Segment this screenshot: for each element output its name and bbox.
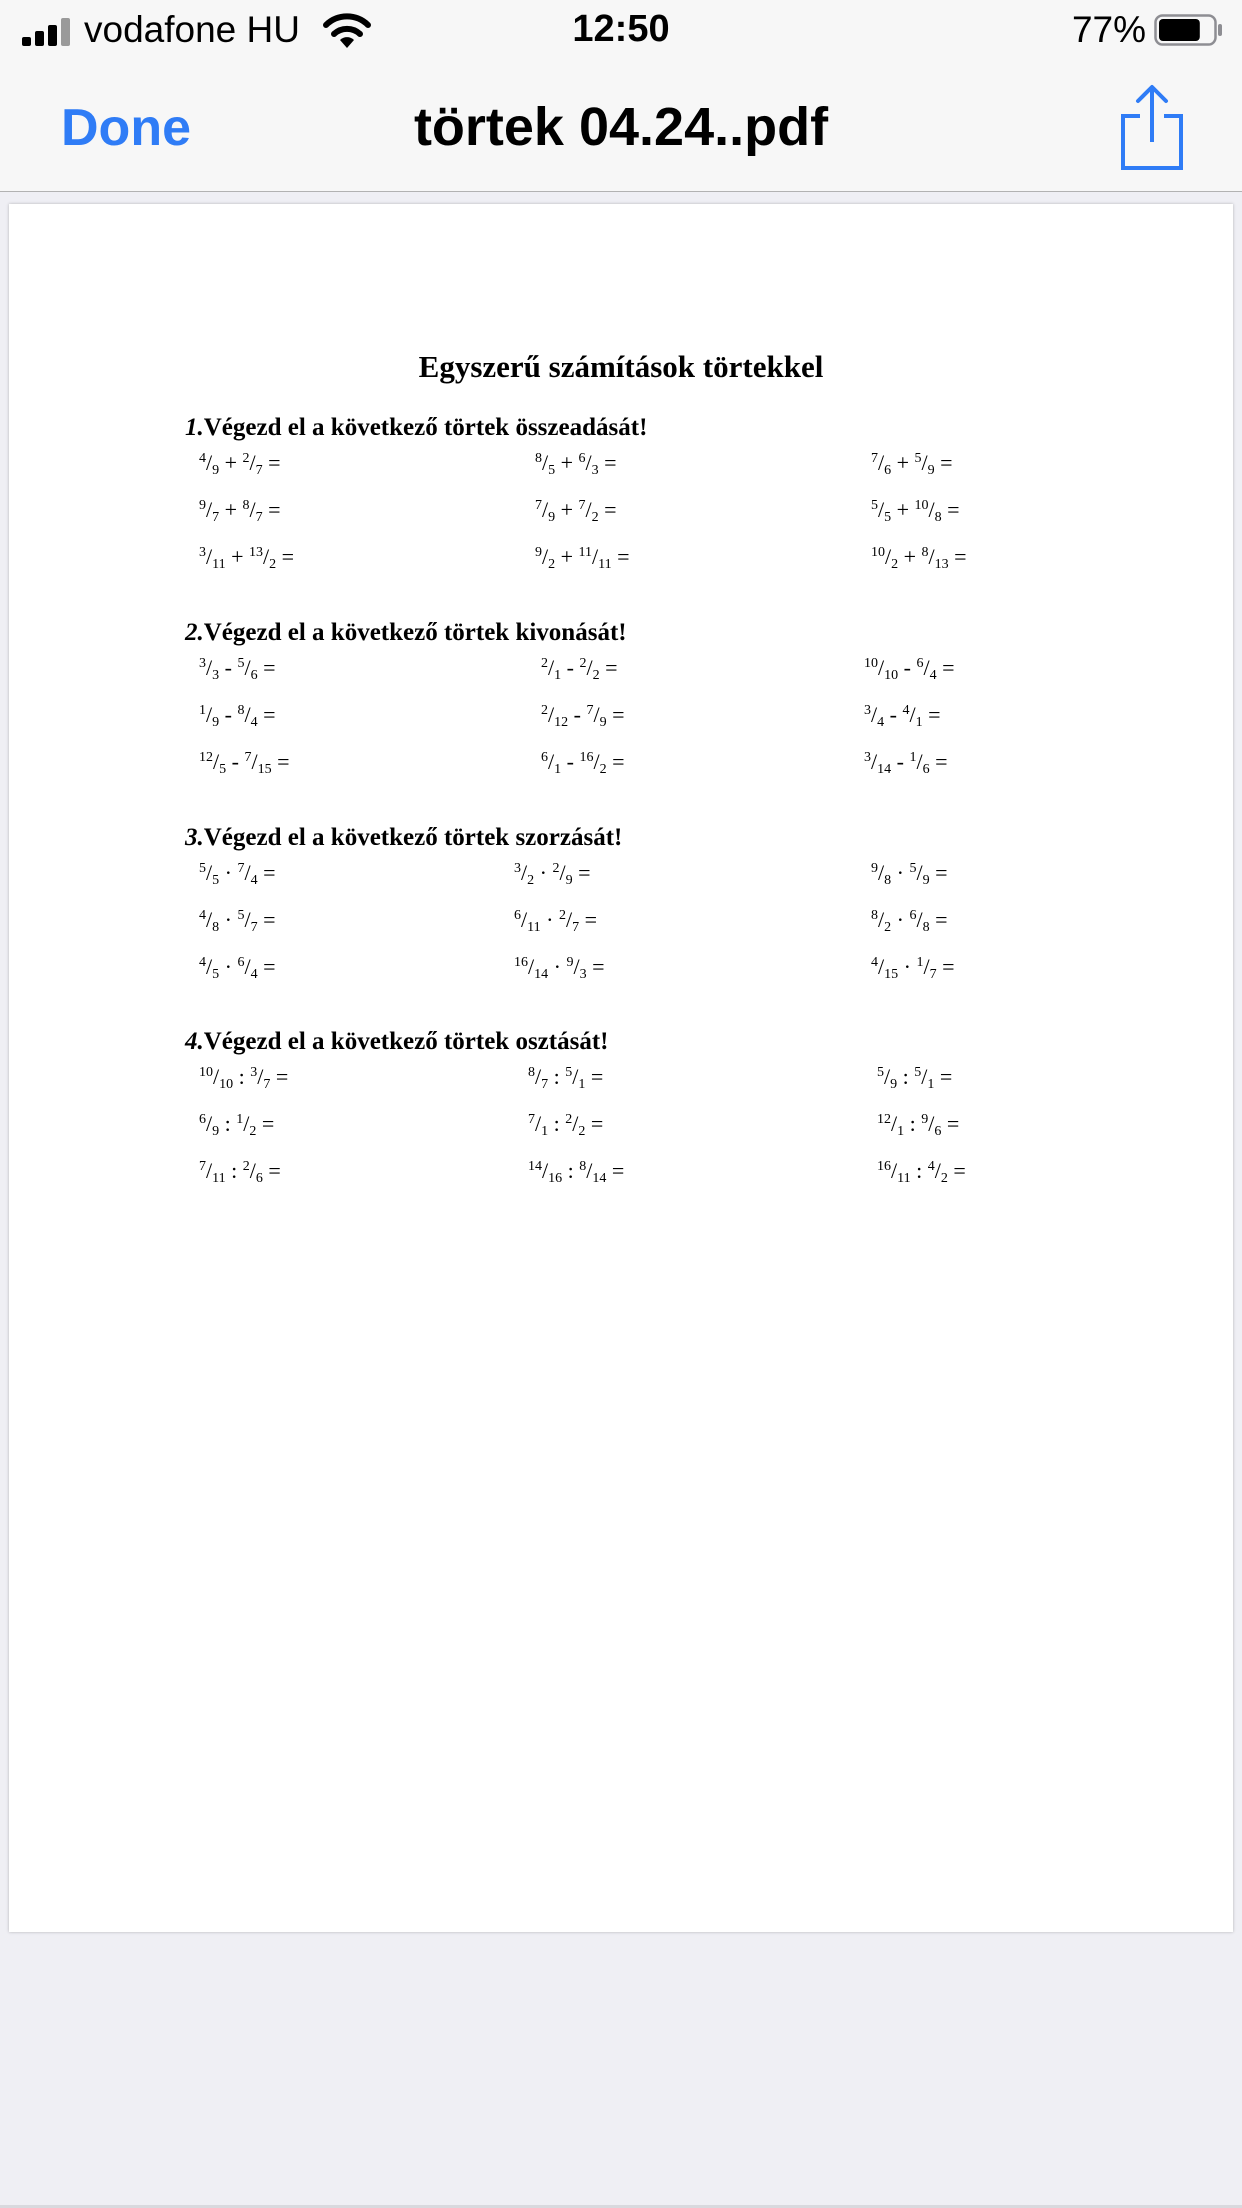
fraction: $^3/_{11}$ (199, 544, 226, 572)
fraction-exercise (871, 450, 953, 479)
equals-sign: = (606, 1158, 625, 1183)
exercise-heading (185, 824, 1185, 864)
fraction-exercise (199, 655, 276, 684)
fraction: $^9/_6$ (921, 1111, 942, 1139)
fraction-exercise (541, 655, 618, 684)
fraction-exercise (199, 450, 281, 479)
fraction: $^9/_2$ (535, 544, 556, 572)
exercise-instruction: Végezd el a következő törtek szorzását! (203, 824, 623, 851)
fraction: $^{16}/_{11}$ (877, 1158, 911, 1186)
fraction: $^4/_8$ (199, 907, 220, 935)
operator: - (884, 702, 903, 727)
fraction-exercise (871, 954, 955, 983)
fraction-exercise (199, 860, 276, 889)
fraction-exercise (528, 1158, 624, 1187)
operator: : (897, 1064, 915, 1089)
operator: + (555, 450, 579, 475)
fraction: $^3/_4$ (864, 702, 885, 730)
equals-sign: = (585, 1111, 604, 1136)
equals-sign: = (262, 450, 281, 475)
fraction: $^2/_7$ (558, 907, 580, 935)
fraction: $^2/_2$ (565, 1111, 586, 1139)
exercise-number: 1. (185, 414, 204, 441)
equals-sign: = (271, 749, 290, 774)
equals-sign: = (934, 1064, 953, 1089)
fraction: $^5/_5$ (199, 860, 220, 888)
fraction-exercise (535, 497, 617, 526)
fraction: $^8/_{13}$ (921, 544, 949, 572)
operator: : (910, 1158, 928, 1183)
operator: + (891, 450, 915, 475)
equals-sign: = (934, 450, 953, 475)
fraction: $^5/_1$ (565, 1064, 586, 1092)
fraction: $^3/_{14}$ (864, 749, 892, 777)
fraction: $^8/_5$ (535, 450, 556, 478)
fraction-exercise (871, 860, 948, 889)
fraction: $^4/_1$ (902, 702, 923, 730)
operator: + (219, 497, 243, 522)
fraction: $^5/_6$ (237, 655, 258, 683)
operator: · (540, 907, 559, 932)
fraction: $^2/_{12}$ (541, 702, 569, 730)
fraction: $^7/_6$ (871, 450, 892, 478)
fraction: $^{12}/_5$ (199, 749, 227, 777)
fraction: $^3/_7$ (250, 1064, 271, 1092)
equals-sign: = (929, 907, 948, 932)
fraction: $^3/_2$ (514, 860, 535, 888)
fraction: $^3/_3$ (199, 655, 220, 683)
pdf-heading: Egyszerű számítások törtekkel (418, 349, 824, 384)
fraction: $^5/_9$ (877, 1064, 898, 1092)
equals-sign: = (579, 907, 597, 932)
fraction: $^5/_1$ (914, 1064, 935, 1092)
fraction: $^8/_2$ (871, 907, 892, 935)
operator: · (898, 954, 917, 979)
equals-sign: = (586, 954, 605, 979)
fraction: $^2/_9$ (552, 860, 573, 888)
fraction: $^7/_{11}$ (199, 1158, 226, 1186)
fraction: $^2/_6$ (242, 1158, 263, 1186)
operator: + (225, 544, 250, 569)
fraction-exercise (864, 702, 941, 731)
fraction: $^{12}/_1$ (877, 1111, 905, 1139)
equals-sign: = (262, 1158, 281, 1183)
fraction: $^5/_9$ (909, 860, 930, 888)
equals-sign: = (936, 954, 955, 979)
operator: : (562, 1158, 580, 1183)
operator: - (219, 702, 238, 727)
fraction: $^7/_1$ (528, 1111, 549, 1139)
share-icon[interactable] (1118, 84, 1186, 172)
fraction: $^{13}/_2$ (249, 544, 277, 572)
equals-sign: = (257, 702, 276, 727)
equals-sign: = (922, 702, 941, 727)
equals-sign: = (270, 1064, 289, 1089)
equals-sign: = (598, 450, 617, 475)
fraction-exercise (871, 497, 960, 526)
fraction: $^2/_1$ (541, 655, 562, 683)
fraction-exercise (541, 749, 625, 778)
fraction: $^5/_5$ (871, 497, 892, 525)
fraction: $^6/_1$ (541, 749, 562, 777)
fraction-exercise (514, 954, 605, 983)
exercise-instruction: Végezd el a következő törtek összeadását! (203, 414, 648, 441)
operator: - (561, 655, 580, 680)
document-title: törtek 04.24..pdf (413, 97, 829, 157)
exercise-section-1 (185, 414, 1185, 572)
fraction: $^{11}/_{11}$ (578, 544, 612, 572)
equals-sign: = (606, 749, 625, 774)
fraction: $^9/_3$ (566, 954, 587, 982)
equals-sign: = (936, 655, 955, 680)
fraction: $^6/_3$ (578, 450, 599, 478)
exercise-number: 4. (185, 1028, 204, 1055)
fraction: $^9/_7$ (199, 497, 220, 525)
pdf-page[interactable] (9, 204, 1233, 1932)
equals-sign: = (941, 497, 960, 522)
operator: + (891, 497, 915, 522)
exercise-heading (185, 1028, 1185, 1068)
operator: · (219, 907, 238, 932)
equals-sign: = (257, 907, 276, 932)
operator: - (898, 655, 917, 680)
exercise-section-2 (185, 619, 1185, 777)
fraction: $^{10}/_{10}$ (864, 655, 899, 683)
exercise-instruction: Végezd el a következő törtek osztását! (203, 1028, 609, 1055)
fraction-exercise (535, 450, 617, 479)
operator: - (568, 702, 587, 727)
fraction: $^{10}/_2$ (871, 544, 899, 572)
fraction: $^6/_4$ (916, 655, 937, 683)
fraction-exercise (877, 1111, 959, 1140)
operator: : (225, 1158, 243, 1183)
fraction-exercise (199, 497, 281, 526)
operator: - (219, 655, 238, 680)
fraction-exercise (877, 1064, 952, 1093)
operator: : (548, 1064, 566, 1089)
exercise-section-4 (185, 1028, 1185, 1186)
fraction: $^8/_7$ (528, 1064, 549, 1092)
operator: - (561, 749, 580, 774)
exercise-heading (185, 619, 1185, 659)
fraction: $^2/_7$ (242, 450, 263, 478)
equals-sign: = (257, 655, 276, 680)
fraction-exercise (877, 1158, 966, 1187)
operator: · (219, 954, 238, 979)
battery-percent: 77% (1071, 9, 1146, 50)
fraction-exercise (871, 544, 967, 573)
fraction: $^1/_6$ (909, 749, 930, 777)
equals-sign: = (599, 655, 618, 680)
fraction: $^7/_{15}$ (244, 749, 272, 777)
operator: : (548, 1111, 566, 1136)
equals-sign: = (257, 860, 276, 885)
fraction-exercise (199, 1111, 274, 1140)
fraction-exercise (199, 544, 294, 573)
fraction: $^8/_{14}$ (579, 1158, 607, 1186)
equals-sign: = (929, 860, 948, 885)
exercise-number: 3. (185, 824, 204, 851)
clock: 12:50 (572, 8, 670, 50)
operator: : (233, 1064, 251, 1089)
fraction-exercise (528, 1064, 603, 1093)
equals-sign: = (947, 1158, 966, 1183)
operator: : (904, 1111, 922, 1136)
fraction-exercise (528, 1111, 603, 1140)
fraction: $^4/_2$ (927, 1158, 948, 1186)
fraction-exercise (199, 702, 276, 731)
fraction: $^{10}/_8$ (914, 497, 942, 525)
fraction: $^4/_5$ (199, 954, 220, 982)
fraction: $^8/_4$ (237, 702, 258, 730)
fraction: $^7/_2$ (578, 497, 599, 525)
fraction-exercise (871, 907, 948, 936)
fraction-exercise (514, 907, 597, 936)
fraction: $^8/_7$ (242, 497, 263, 525)
fraction-exercise (199, 907, 276, 936)
equals-sign: = (256, 1111, 275, 1136)
operator: + (219, 450, 243, 475)
operator: · (891, 860, 910, 885)
equals-sign: = (941, 1111, 960, 1136)
fraction: $^{16}/_2$ (579, 749, 607, 777)
fraction-exercise (199, 749, 290, 778)
status-bar (0, 0, 1242, 62)
equals-sign: = (606, 702, 625, 727)
carrier-name: vodafone HU (84, 9, 300, 50)
exercise-number: 2. (185, 619, 204, 646)
operator: · (534, 860, 553, 885)
navigation-bar (0, 62, 1242, 192)
operator: · (219, 860, 238, 885)
equals-sign: = (929, 749, 948, 774)
fraction-exercise (199, 1158, 281, 1187)
fraction: $^2/_2$ (579, 655, 600, 683)
operator: - (891, 749, 910, 774)
fraction: $^4/_{15}$ (871, 954, 899, 982)
operator: - (226, 749, 245, 774)
fraction: $^6/_9$ (199, 1111, 220, 1139)
operator: · (891, 907, 910, 932)
equals-sign: = (572, 860, 591, 885)
operator: + (555, 497, 579, 522)
exercise-heading (185, 414, 1185, 454)
equals-sign: = (585, 1064, 604, 1089)
exercise-instruction: Végezd el a következő törtek kivonását! (203, 619, 627, 646)
battery-icon (1154, 14, 1224, 46)
fraction-exercise (864, 655, 955, 684)
equals-sign: = (276, 544, 295, 569)
fraction: $^7/_9$ (535, 497, 556, 525)
fraction: $^9/_8$ (871, 860, 892, 888)
fraction: $^{14}/_{16}$ (528, 1158, 563, 1186)
fraction: $^{16}/_{14}$ (514, 954, 549, 982)
equals-sign: = (262, 497, 281, 522)
fraction: $^6/_8$ (909, 907, 930, 935)
fraction: $^5/_9$ (914, 450, 935, 478)
exercise-section-3 (185, 824, 1185, 982)
fraction-exercise (541, 702, 625, 731)
fraction-exercise (514, 860, 591, 889)
fraction: $^7/_4$ (237, 860, 258, 888)
operator: + (898, 544, 922, 569)
fraction: $^4/_9$ (199, 450, 220, 478)
operator: : (219, 1111, 237, 1136)
operator: + (555, 544, 579, 569)
fraction: $^6/_4$ (237, 954, 258, 982)
equals-sign: = (948, 544, 967, 569)
fraction: $^5/_7$ (237, 907, 258, 935)
operator: · (548, 954, 567, 979)
equals-sign: = (257, 954, 276, 979)
equals-sign: = (611, 544, 630, 569)
fraction: $^1/_7$ (916, 954, 937, 982)
fraction-exercise (535, 544, 630, 573)
fraction: $^6/_{11}$ (514, 907, 541, 935)
fraction: $^{10}/_{10}$ (199, 1064, 234, 1092)
fraction: $^7/_9$ (586, 702, 607, 730)
fraction: $^1/_9$ (199, 702, 220, 730)
equals-sign: = (598, 497, 617, 522)
fraction-exercise (864, 749, 948, 778)
fraction-exercise (199, 1064, 288, 1093)
fraction: $^1/_2$ (236, 1111, 257, 1139)
done-button[interactable]: Done (61, 99, 191, 157)
fraction-exercise (199, 954, 276, 983)
